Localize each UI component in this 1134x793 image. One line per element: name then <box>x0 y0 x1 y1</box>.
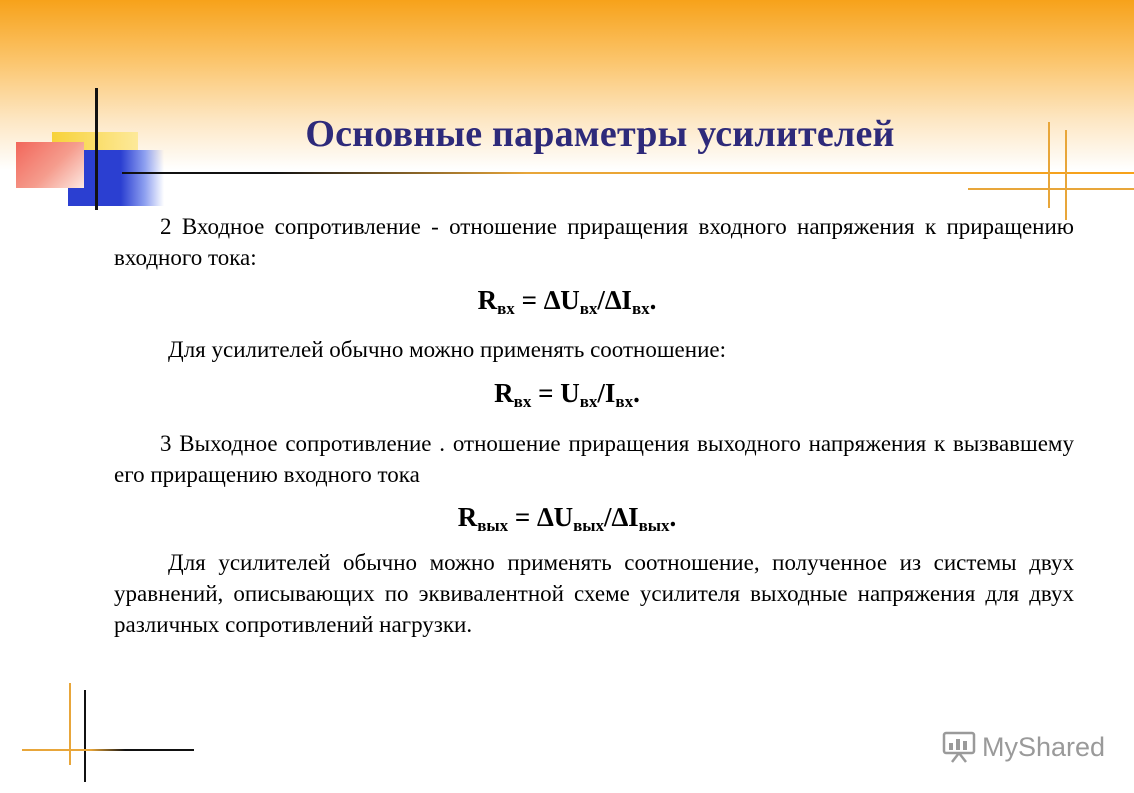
page-title: Основные параметры усилителей <box>305 113 895 155</box>
formula-output-resistance-delta: $R_{вых} = \Delta U_{вых}/\Delta I_{вых}$. <box>457 502 677 535</box>
paragraph-amplifier-relation: Для усилителей обычно можно применять соотношение: <box>168 337 726 362</box>
logo-text: MyShared <box>982 731 1106 762</box>
deco-line-vertical <box>69 683 71 765</box>
paragraph-two-equations: Для усилителей обычно можно применять соотношение, полученное из системы двух уравнений, описывающих по эквивалентной схеме усилителя выходные напряжения для двух различных сопротивлений нагрузки. <box>114 550 1074 637</box>
myshared-logo <box>942 730 1105 764</box>
formula-input-resistance-delta: $R_{вх} = \Delta U_{вх}/\Delta I_{вх}$. <box>477 285 657 318</box>
deco-line-horizontal <box>22 749 194 751</box>
paragraph-input-resistance: 2 Входное сопротивление - отношение приращения входного напряжения к приращению входного тока: <box>114 214 1074 270</box>
paragraph-output-resistance: 3 Выходное сопротивление . отношение приращения выходного напряжения к вызвавшему его приращению входного тока <box>114 431 1074 487</box>
deco-line-horizontal <box>122 172 1134 174</box>
formula-input-resistance: $R_{вх} = U_{вх}/I_{вх}$. <box>494 378 640 411</box>
deco-line-horizontal <box>968 188 1134 190</box>
deco-line-vertical <box>84 690 86 782</box>
presentation-board-icon <box>942 730 976 764</box>
